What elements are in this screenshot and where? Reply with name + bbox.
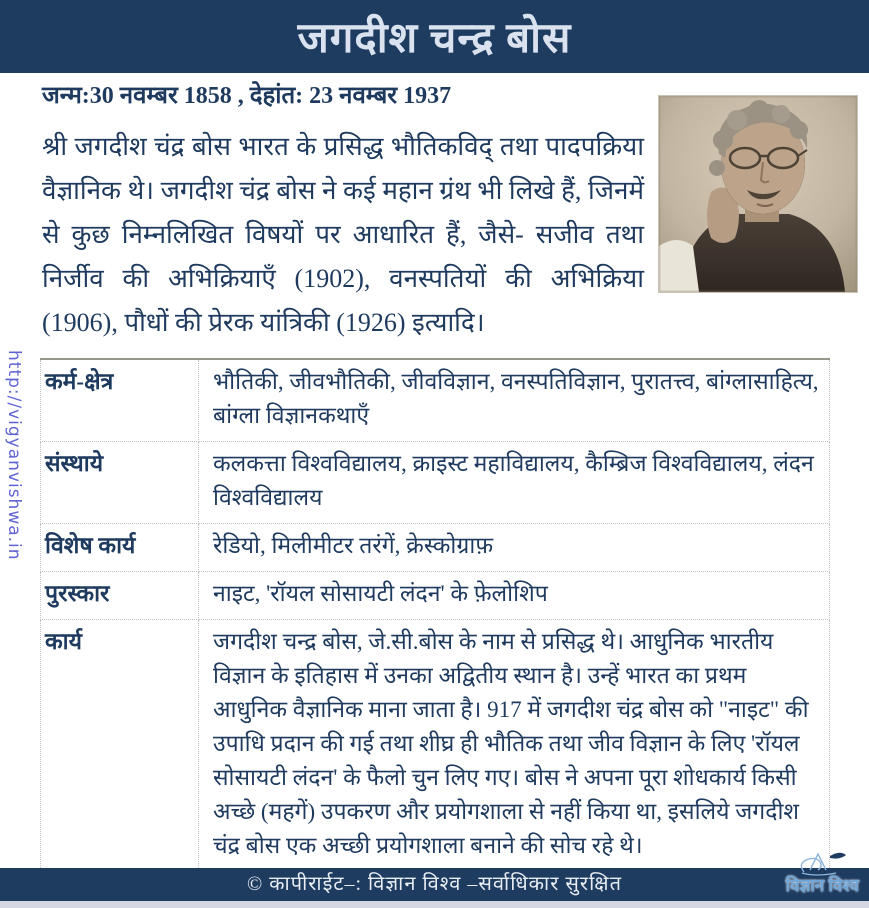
page-footer bbox=[0, 868, 869, 908]
swan-logo-icon bbox=[796, 846, 848, 876]
row-label: संस्थाये bbox=[41, 442, 199, 524]
copyright-text: © कापीराईट–: विज्ञान विश्व –सर्वाधिकार सुरक्षित bbox=[246, 873, 623, 895]
table-row bbox=[41, 442, 830, 524]
birth-death-line: जन्म:30 नवम्बर 1858 , देहांत: 23 नवम्बर 1937 bbox=[42, 83, 452, 109]
page-title: जगदीश चन्द्र बोस bbox=[297, 16, 572, 62]
table-row bbox=[41, 359, 830, 442]
row-value: जगदीश चन्द्र बोस, जे.सी.बोस के नाम से प्रसिद्ध थे। आधुनिक भारतीय विज्ञान के इतिहास में उनका अद्वितीय स्थान है। उन्हें भारत का प्रथम आधुनिक वैज्ञानिक माना जाता है। 917 में जगदीश चंद्र बोस को "नाइट" की उपाधि प्रदान की गई तथा शीघ्र ही भौतिक तथा जीव विज्ञान के लिए 'रॉयल सोसायटी लंदन' के फैलो चुन लिए गए। बोस ने अपना पूरा शोधकार्य किसी अच्छे (महगें) उपकरण और प्रयोगशाला से नहीं किया था, इसलिये जगदीश चंद्र बोस एक अच्छी प्रयोगशाला बनाने की सोच रहे थे। bbox=[199, 620, 830, 872]
table-row bbox=[41, 620, 830, 872]
row-value: नाइट, 'रॉयल सोसायटी लंदन' के फ़ेलोशिप bbox=[199, 572, 830, 620]
site-url-link[interactable]: http://vigyanvishwa.in bbox=[4, 350, 24, 561]
row-value: भौतिकी, जीवभौतिकी, जीवविज्ञान, वनस्पतिविज्ञान, पुरातत्त्व, बांग्लासाहित्य, बांग्ला विज्ञानकथाएँ bbox=[199, 359, 830, 442]
intro-paragraph: श्री जगदीश चंद्र बोस भारत के प्रसिद्ध भौतिकविद् तथा पादपक्रिया वैज्ञानिक थे। जगदीश चंद्र बोस ने कई महान ग्रंथ भी लिखे हैं, जिनमें से कुछ निम्नलिखित विषयों पर आधारित हैं, जैसे- सजीव तथा निर्जीव की अभिक्रियाएँ (1902), वनस्पतियों की अभिक्रिया (1906), पौधों की प्रेरक यांत्रिकी (1926) इत्यादि। bbox=[42, 132, 644, 337]
row-value: रेडियो, मिलीमीटर तरंगें, क्रेस्कोग्राफ़ bbox=[199, 524, 830, 572]
row-value: कलकत्ता विश्वविद्यालय, क्राइस्ट महाविद्यालय, कैम्ब्रिज विश्वविद्यालय, लंदन विश्वविद्यालय bbox=[199, 442, 830, 524]
footer-bar bbox=[0, 868, 869, 901]
table-row bbox=[41, 524, 830, 572]
portrait-photo-art bbox=[659, 96, 857, 292]
page-header bbox=[0, 0, 869, 73]
row-label: पुरस्कार bbox=[41, 572, 199, 620]
row-label: कर्म-क्षेत्र bbox=[41, 359, 199, 442]
portrait-photo bbox=[658, 95, 858, 293]
bottom-strip bbox=[0, 901, 869, 908]
info-table bbox=[40, 358, 830, 872]
table-row bbox=[41, 572, 830, 620]
site-logo bbox=[786, 846, 859, 896]
row-label: कार्य bbox=[41, 620, 199, 872]
main-content bbox=[0, 73, 869, 345]
logo-text: विज्ञान विश्व bbox=[785, 876, 859, 895]
row-label: विशेष कार्य bbox=[41, 524, 199, 572]
